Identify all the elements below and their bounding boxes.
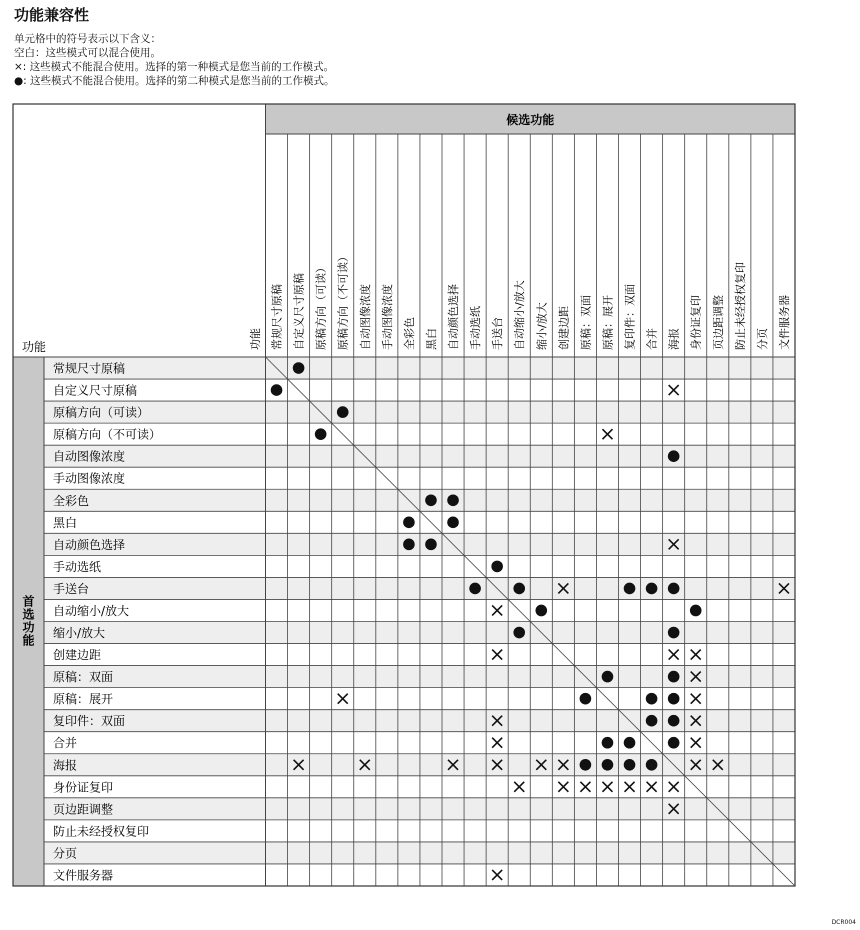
column-header: 复印件：双面 [623,284,637,350]
row-label: 缩小/放大 [53,626,106,641]
column-header: 原稿方向（不可读） [336,251,350,350]
row-band [44,445,795,467]
row-label: 手动图像浓度 [53,471,126,486]
row-label: 原稿：展开 [53,692,114,707]
dot-mark [293,362,305,374]
row-band [44,842,795,864]
function-header: 功能 [22,340,47,354]
row-label: 合并 [53,736,78,751]
candidate-functions-header: 候选功能 [506,113,555,127]
page-title: 功能兼容性 [14,6,90,24]
column-header: 文件服务器 [777,295,791,350]
selected-functions-label-char: 首 [22,594,35,609]
dot-mark [447,494,459,506]
column-header: 黑白 [424,328,438,350]
dot-mark [690,605,702,617]
row-label: 创建边距 [53,648,102,663]
dot-mark [602,759,614,771]
dot-mark [580,759,592,771]
column-header: 创建边距 [557,306,571,350]
selected-functions-label-char: 选 [22,607,35,622]
dot-mark [668,715,680,727]
selected-functions-label-char: 能 [22,633,35,648]
column-header: 分页 [755,328,769,350]
row-band [44,754,795,776]
dot-mark [425,539,437,551]
dot-mark [668,583,680,595]
column-header: 自动图像浓度 [358,284,372,350]
dot-mark [580,693,592,705]
row-band [44,357,795,379]
legend-blank: 空白：这些模式可以混合使用。 [14,47,161,59]
legend-cross: ×: 这些模式不能混合使用。选择的第一种模式是您当前的工作模式。 [14,61,335,73]
row-label: 原稿：双面 [53,670,114,685]
column-header: 页边距调整 [711,295,725,350]
column-header: 缩小/放大 [535,302,549,350]
column-header: 原稿方向（可读） [314,262,328,350]
row-band [44,798,795,820]
dot-mark [337,406,349,418]
row-band [44,533,795,555]
column-header: 自动缩小/放大 [513,280,527,350]
dot-mark [513,583,525,595]
dot-mark [425,494,437,506]
column-header: 全彩色 [402,317,416,350]
dot-mark [535,605,547,617]
dot-mark [513,627,525,639]
dot-mark [315,428,327,440]
dot-mark [646,693,658,705]
dot-mark [646,715,658,727]
row-band [44,401,795,423]
dot-mark [624,759,636,771]
row-label: 原稿方向（可读） [53,405,150,420]
column-header: 常规尺寸原稿 [270,284,284,350]
dot-mark [668,671,680,683]
dot-mark [491,561,503,573]
dot-mark [403,517,415,529]
row-label: 手送台 [53,581,90,596]
row-label: 自动缩小/放大 [53,603,130,618]
row-label: 全彩色 [53,493,90,508]
document-code: DCR004 [831,919,856,926]
dot-mark [602,671,614,683]
row-label: 原稿方向（不可读） [53,427,162,442]
dot-mark [668,737,680,749]
column-header: 自定义尺寸原稿 [292,273,306,350]
dot-mark [646,759,658,771]
row-label: 常规尺寸原稿 [53,361,126,376]
dot-mark [668,450,680,462]
column-header: 防止未经授权复印 [733,262,747,350]
row-label: 复印件：双面 [53,714,126,729]
column-header: 合并 [645,328,659,350]
row-label: 自定义尺寸原稿 [53,383,138,398]
column-header: 原稿：双面 [579,295,593,350]
dot-mark [646,583,658,595]
dot-mark [403,539,415,551]
row-band [44,622,795,644]
legend-intro: 单元格中的符号表示以下含义： [14,33,161,45]
column-header: 手送台 [491,317,505,350]
row-label: 身份证复印 [53,780,114,795]
row-band [44,489,795,511]
dot-mark [668,627,680,639]
column-header: 手动选纸 [469,306,483,350]
row-band [44,666,795,688]
row-label: 手动选纸 [53,559,102,574]
row-label: 页边距调整 [53,802,114,817]
row-label: 防止未经授权复印 [53,824,150,839]
row-label: 文件服务器 [53,868,114,883]
column-header: 原稿：展开 [601,295,615,350]
column-header: 身份证复印 [689,295,703,350]
dot-mark [624,583,636,595]
row-label: 海报 [53,758,78,773]
row-label: 分页 [53,846,78,861]
dot-mark [271,384,283,396]
row-band [44,710,795,732]
legend-dot: ●: 这些模式不能混合使用。选择的第二种模式是您当前的工作模式。 [14,75,335,87]
dot-mark [602,737,614,749]
column-header: 手动图像浓度 [380,284,394,350]
dot-mark [469,583,481,595]
dot-mark [624,737,636,749]
column-header: 自动颜色选择 [447,284,461,350]
selected-functions-label-char: 功 [22,620,35,635]
dot-mark [447,517,459,529]
function-column-header: 功能 [249,328,262,350]
row-label: 自动图像浓度 [53,449,126,464]
row-label: 黑白 [53,515,78,530]
row-band [44,577,795,599]
dot-mark [668,693,680,705]
column-header: 海报 [667,328,681,350]
row-label: 自动颜色选择 [53,537,126,552]
